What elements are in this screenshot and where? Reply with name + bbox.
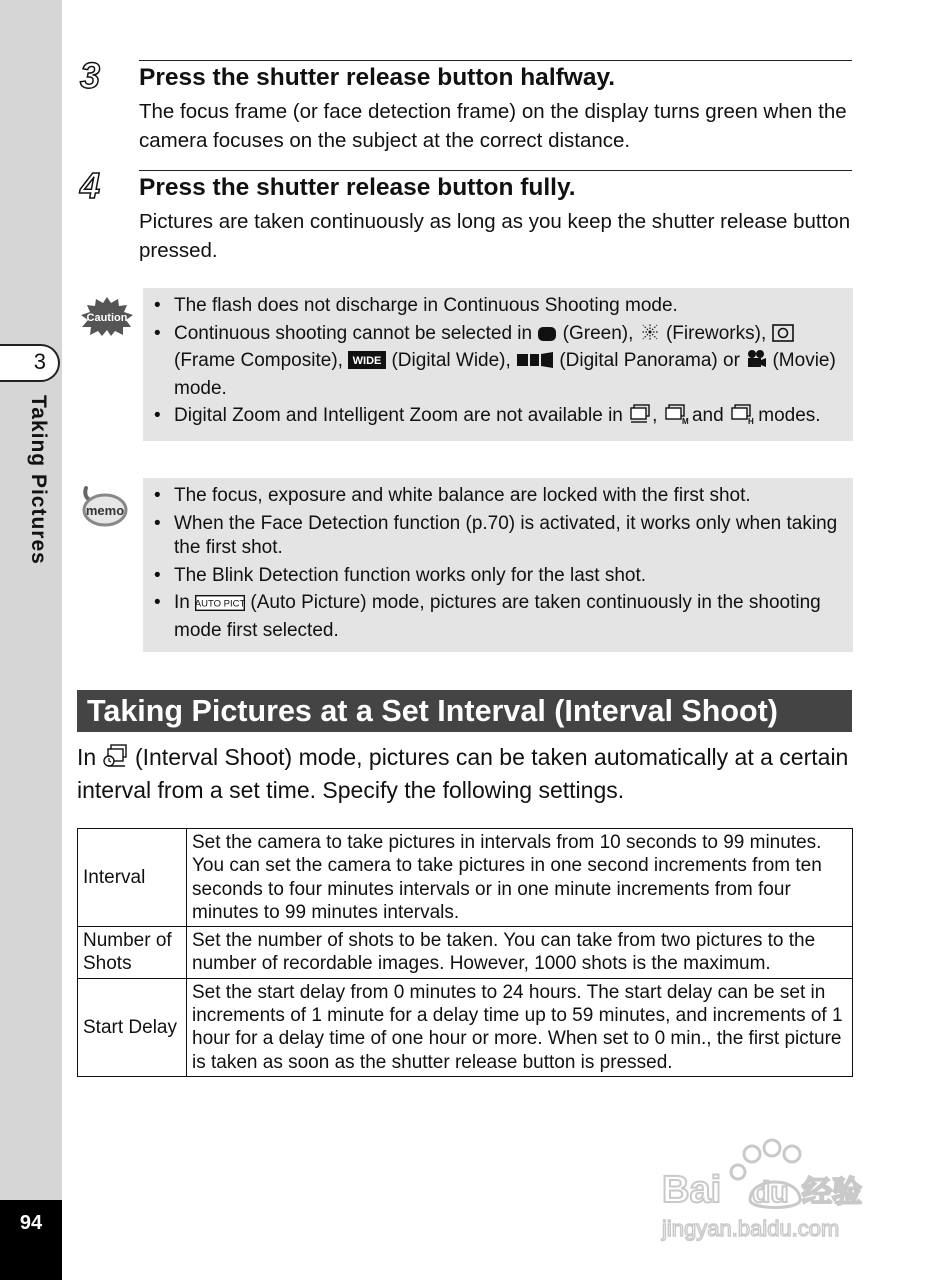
svg-text:Bai: Bai bbox=[662, 1169, 722, 1211]
caution-icon-label: Caution bbox=[86, 312, 128, 324]
step-number: 4 bbox=[80, 165, 101, 206]
continuous-shooting-icon bbox=[628, 404, 652, 432]
svg-text:WIDE: WIDE bbox=[352, 355, 382, 367]
svg-text:经验: 经验 bbox=[802, 1175, 862, 1210]
page-number: 94 bbox=[19, 1212, 43, 1234]
step-heading: Press the shutter release button halfway. bbox=[139, 64, 616, 91]
step-number: 3 bbox=[80, 55, 101, 96]
setting-description: Set the number of shots to be taken. You can take from two pictures to the number of recordable images. However, 1000 shots is the maximum. bbox=[187, 927, 853, 979]
step-divider bbox=[139, 170, 852, 171]
svg-text:H: H bbox=[747, 417, 754, 426]
section-title: Taking Pictures at a Set Interval (Interval Shoot) bbox=[77, 690, 852, 732]
frame-composite-icon bbox=[772, 324, 794, 350]
section-intro: In (Interval Shoot) mode, pictures can be taken automatically at a certain interval from a set time. Specify the following settings. bbox=[77, 744, 849, 803]
table-row bbox=[78, 829, 853, 927]
movie-mode-icon bbox=[745, 349, 767, 377]
note-item: • In AUTO PICT (Auto Picture) mode, pictures are taken continuously in the shooting mode first selected. bbox=[174, 591, 843, 643]
chapter-number-badge bbox=[0, 344, 60, 382]
svg-text:du: du bbox=[752, 1176, 789, 1209]
table-row bbox=[78, 927, 853, 979]
caution-icon bbox=[80, 296, 134, 336]
note-item: • The flash does not discharge in Continuous Shooting mode. bbox=[174, 294, 843, 319]
note-item: • Digital Zoom and Intelligent Zoom are not available in , M and H modes. bbox=[174, 404, 843, 432]
setting-description: Set the start delay from 0 minutes to 24 hours. The start delay can be set in increments of 1 minute for a delay time up to 59 minutes, and increments of 1 hour for a delay time of one hour or more. When set to 0 min., the first picture is taken as soon as the shutter release button is pressed. bbox=[187, 978, 853, 1076]
note-item: • The focus, exposure and white balance are locked with the first shot. bbox=[174, 484, 843, 509]
memo-list bbox=[143, 478, 853, 652]
setting-name: Start Delay bbox=[78, 978, 187, 1076]
chapter-title: Taking Pictures bbox=[27, 395, 50, 565]
step-body: The focus frame (or face detection frame) on the display turns green when the camera focuses on the subject at the correct distance. bbox=[139, 100, 847, 152]
caution-list bbox=[143, 288, 853, 441]
digital-panorama-icon bbox=[516, 351, 554, 377]
interval-shoot-icon bbox=[103, 744, 129, 775]
burst-m-icon bbox=[663, 404, 687, 432]
svg-text:AUTO PICT: AUTO PICT bbox=[194, 598, 246, 610]
baidu-watermark bbox=[660, 1140, 875, 1245]
watermark-url: jingyan.baidu.com bbox=[662, 1216, 840, 1241]
auto-picture-icon bbox=[195, 594, 245, 619]
page-number-box bbox=[0, 1200, 62, 1280]
digital-wide-icon bbox=[348, 351, 386, 377]
green-mode-icon bbox=[537, 325, 557, 350]
burst-h-icon bbox=[729, 404, 753, 432]
setting-name: Interval bbox=[78, 829, 187, 927]
chapter-sidebar bbox=[0, 0, 62, 1280]
note-item: • Continuous shooting cannot be selected in (Green), (Fireworks), (Frame Composite), WIDE (Digital Wide), (Digital Panorama) or (Movie) mode. bbox=[174, 322, 843, 402]
memo-icon-label: memo bbox=[85, 503, 125, 518]
step-divider bbox=[139, 60, 852, 61]
fireworks-mode-icon bbox=[639, 322, 661, 350]
settings-table bbox=[77, 828, 853, 1077]
memo-box bbox=[143, 478, 853, 652]
step-body: Pictures are taken continuously as long as you keep the shutter release button pressed. bbox=[139, 210, 851, 262]
setting-description: Set the camera to take pictures in intervals from 10 seconds to 99 minutes. You can set the camera to take pictures in one second increments from ten seconds to four minutes intervals or in one minute increments from four minutes to 99 minutes intervals. bbox=[187, 829, 853, 927]
memo-icon bbox=[80, 484, 128, 528]
caution-box bbox=[143, 288, 853, 441]
table-row bbox=[78, 978, 853, 1076]
setting-name: Number of Shots bbox=[78, 927, 187, 979]
step-heading: Press the shutter release button fully. bbox=[139, 174, 576, 201]
note-item: • When the Face Detection function (p.70) is activated, it works only when taking the first shot. bbox=[174, 512, 843, 561]
note-item: • The Blink Detection function works only for the last shot. bbox=[174, 564, 843, 589]
chapter-number: 3 bbox=[33, 349, 46, 374]
svg-text:M: M bbox=[681, 417, 689, 426]
